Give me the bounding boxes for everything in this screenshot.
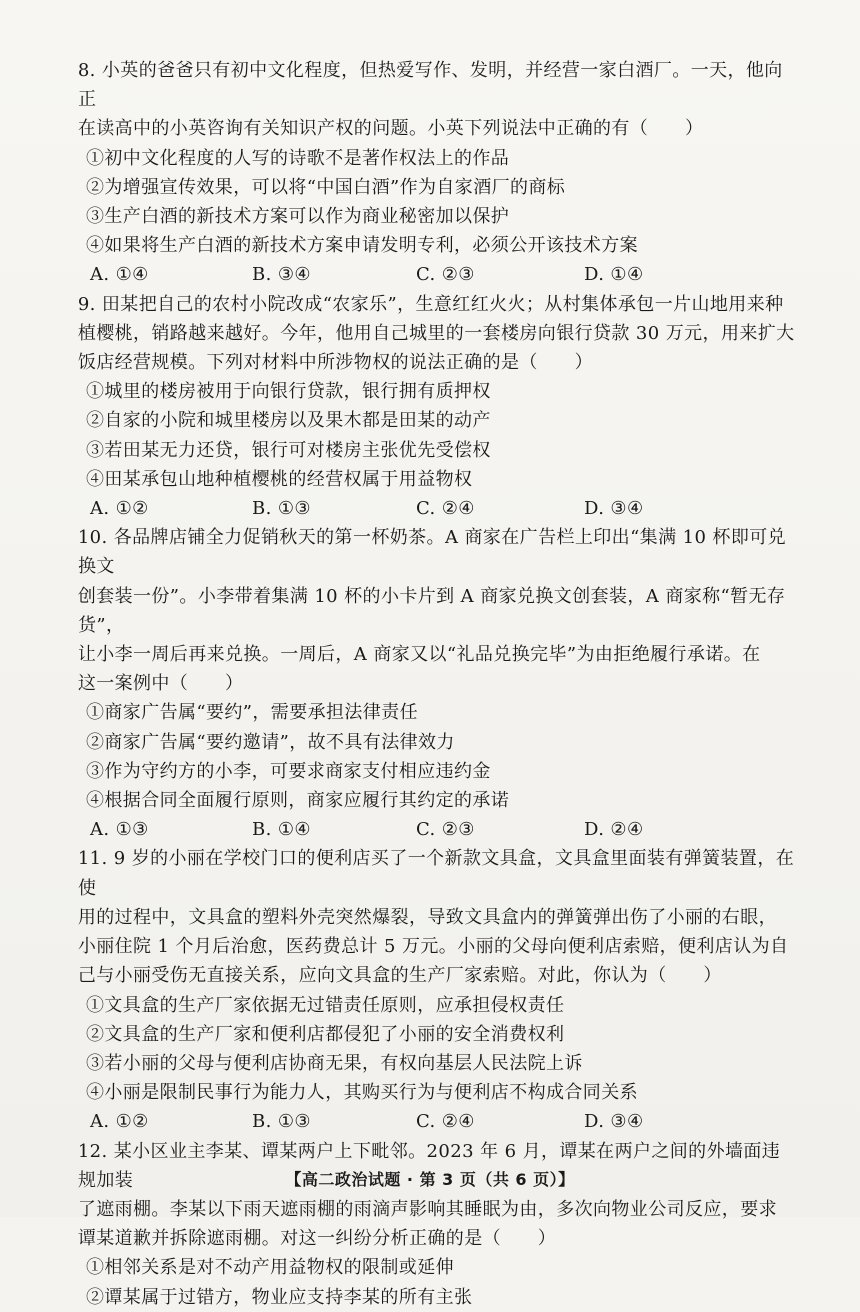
question-10-item-4: ④根据合同全面履行原则，商家应履行其约定的承诺 — [86, 790, 510, 812]
question-12-item-2: ②谭某属于过错方，物业应支持李某的所有主张 — [86, 1286, 473, 1308]
option-a: A. ①④ — [90, 264, 149, 286]
question-9-stem-line-3: 饭店经营规模。下列对材料中所涉物权的说法正确的是（ ） — [77, 352, 594, 374]
question-8-item-1: ①初中文化程度的人写的诗歌不是著作权法上的作品 — [86, 147, 510, 169]
question-9-item-1: ①城里的楼房被用于向银行贷款，银行拥有质押权 — [86, 381, 491, 403]
question-10-stem-line-3: 让小李一周后再来兑换。一周后，A 商家又以“礼品兑换完毕”为由拒绝履行承诺。在 — [77, 644, 761, 666]
question-9-item-4: ④田某承包山地种植樱桃的经营权属于用益物权 — [86, 468, 473, 490]
question-10-stem-line-1: 10. 各品牌店铺全力促销秋天的第一杯奶茶。A 商家在广告栏上印出“集满 10 杯即可兑换文 — [77, 527, 787, 578]
question-10-item-3: ③作为守约方的小李，可要求商家支付相应违约金 — [86, 760, 491, 782]
question-9-item-3: ③若田某无力还贷，银行可对楼房主张优先受偿权 — [86, 439, 491, 461]
question-11 — [78, 844, 798, 1136]
question-12-stem-line-2: 了遮雨棚。李某以下雨天遮雨棚的雨滴声影响其睡眠为由，多次向物业公司反应，要求 — [77, 1198, 778, 1220]
question-10-item-2: ②商家广告属“要约邀请”，故不具有法律效力 — [86, 731, 455, 753]
question-11-item-1: ①文具盒的生产厂家依据无过错责任原则，应承担侵权责任 — [86, 994, 565, 1016]
question-9-options — [78, 494, 798, 523]
option-d: D. ③④ — [584, 1111, 644, 1133]
question-11-stem-line-2: 用的过程中，文具盒的塑料外壳突然爆裂，导致文具盒内的弹簧弹出伤了小丽的右眼， — [77, 906, 778, 928]
question-12 — [78, 1137, 798, 1312]
question-8-stem-line-2: 在读高中的小英咨询有关知识产权的问题。小英下列说法中正确的有（ ） — [77, 118, 704, 140]
question-12-item-1: ①相邻关系是对不动产用益物权的限制或延伸 — [86, 1257, 454, 1279]
question-8-item-2: ②为增强宣传效果，可以将“中国白酒”作为自家酒厂的商标 — [86, 176, 566, 198]
question-10 — [78, 523, 798, 844]
option-d: D. ①④ — [584, 264, 644, 286]
question-8-stem-line-1: 8. 小英的爸爸只有初中文化程度，但热爱写作、发明，并经营一家白酒厂。一天，他向正 — [77, 60, 783, 111]
question-11-stem-line-3: 小丽住院 1 个月后治愈，医药费总计 5 万元。小丽的父母向便利店索赔，便利店认为自 — [77, 936, 789, 958]
question-8-item-3: ③生产白酒的新技术方案可以作为商业秘密加以保护 — [86, 206, 510, 228]
question-9 — [78, 290, 798, 524]
option-b: B. ①③ — [252, 1111, 311, 1133]
option-b: B. ①④ — [252, 819, 311, 841]
option-c: C. ②④ — [416, 1111, 475, 1133]
question-10-stem-line-4: 这一案例中（ ） — [77, 673, 244, 695]
question-9-item-2: ②自家的小院和城里楼房以及果木都是田某的动产 — [86, 410, 491, 432]
question-12-stem-line-3: 谭某道歉并拆除遮雨棚。对这一纠纷分析正确的是（ ） — [77, 1228, 557, 1250]
question-8-options — [78, 260, 798, 289]
question-11-item-4: ④小丽是限制民事行为能力人，其购买行为与便利店不构成合同关系 — [86, 1082, 638, 1104]
question-8 — [78, 56, 798, 290]
option-d: D. ②④ — [584, 819, 644, 841]
option-a: A. ①③ — [90, 819, 149, 841]
question-list — [78, 56, 798, 1312]
question-8-item-4: ④如果将生产白酒的新技术方案申请发明专利，必须公开该技术方案 — [86, 235, 638, 257]
option-c: C. ②③ — [416, 819, 475, 841]
question-11-stem-line-4: 己与小丽受伤无直接关系，应向文具盒的生产厂家索赔。对此，你认为（ ） — [77, 965, 722, 987]
option-c: C. ②③ — [416, 264, 475, 286]
option-b: B. ①③ — [252, 498, 311, 520]
question-11-item-3: ③若小丽的父母与便利店协商无果，有权向基层人民法院上诉 — [86, 1052, 583, 1074]
question-10-options — [78, 815, 798, 844]
option-a: A. ①② — [90, 1111, 149, 1133]
option-b: B. ③④ — [252, 264, 311, 286]
option-d: D. ③④ — [584, 498, 644, 520]
question-10-item-1: ①商家广告属“要约”，需要承担法律责任 — [86, 702, 419, 724]
question-11-item-2: ②文具盒的生产厂家和便利店都侵犯了小丽的安全消费权利 — [86, 1023, 565, 1045]
option-c: C. ②④ — [416, 498, 475, 520]
page-footer: 【高二政治试题 · 第 3 页（共 6 页）】 — [285, 1170, 575, 1189]
question-11-options — [78, 1107, 798, 1136]
question-9-stem-line-2: 植樱桃，销路越来越好。今年，他用自己城里的一套楼房向银行贷款 30 万元，用来扩大 — [77, 322, 795, 344]
option-a: A. ①② — [90, 498, 149, 520]
question-11-stem-line-1: 11. 9 岁的小丽在学校门口的便利店买了一个新款文具盒，文具盒里面装有弹簧装置，在使 — [77, 848, 795, 899]
question-10-stem-line-2: 创套装一份”。小李带着集满 10 杯的小卡片到 A 商家兑换文创套装，A 商家称“暂无存货”， — [77, 585, 786, 636]
question-12-stem-line-1: 12. 某小区业主李某、谭某两户上下毗邻。2023 年 6 月，谭某在两户之间的外墙面违规加装 — [77, 1140, 781, 1191]
question-9-stem-line-1: 9. 田某把自己的农村小院改成“农家乐”，生意红红火火；从村集体承包一片山地用来种 — [77, 293, 784, 315]
